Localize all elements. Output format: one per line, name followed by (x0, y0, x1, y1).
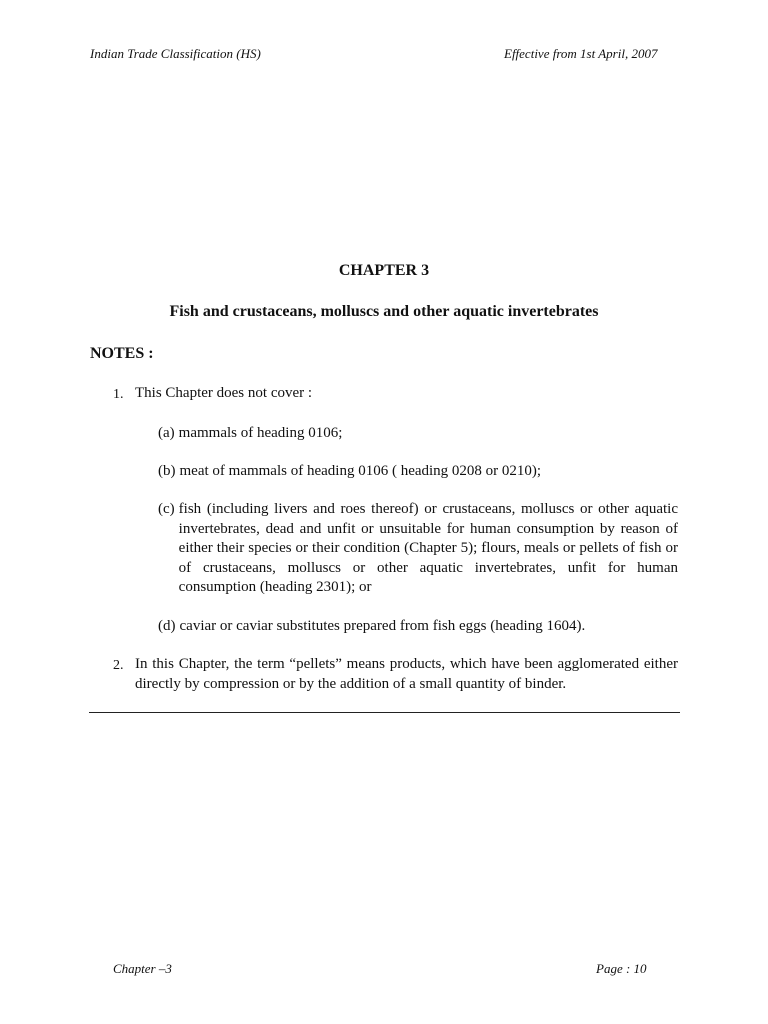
header-document-title: Indian Trade Classification (HS) (90, 46, 261, 61)
item-text: fish (including livers and roes thereof) or crustaceans, molluscs or other aquatic invertebrates, dead and unfit or unsuitable for human consumption by reason of either their species or their condition (Chapter 5); flours, meals or pellets of fish or of crustaceans, molluscs or other aquatic invertebrates, unfit for human consumption (heading 2301); or (178, 501, 678, 595)
item-label: (a) (158, 425, 175, 441)
item-label: (b) (158, 463, 176, 479)
item-label: (c) (158, 501, 175, 517)
note-1-item-d (158, 617, 678, 637)
note-2-text: In this Chapter, the term “pellets” means products, which have been agglomerated either directly by compression or by the addition of a small quantity of binder. (135, 656, 678, 692)
item-text: mammals of heading 0106; (178, 425, 343, 441)
section-divider (89, 712, 680, 713)
chapter-subtitle: Fish and crustaceans, molluscs and other aquatic invertebrates (169, 303, 599, 320)
notes-heading: NOTES : (90, 345, 154, 362)
footer-chapter-label: Chapter –3 (113, 961, 172, 976)
note-1-number: 1. (113, 387, 124, 402)
header-effective-date: Effective from 1st April, 2007 (504, 46, 658, 61)
item-text: caviar or caviar substitutes prepared from fish eggs (heading 1604). (179, 618, 586, 634)
note-1-item-a (158, 424, 678, 444)
chapter-title: CHAPTER 3 (338, 262, 430, 279)
note-1-item-c (158, 500, 678, 598)
note-2-number: 2. (113, 658, 124, 673)
note-1-item-b (158, 462, 678, 482)
item-label: (d) (158, 618, 176, 634)
note-1-text: This Chapter does not cover : (135, 385, 313, 401)
item-text: meat of mammals of heading 0106 ( heading 0208 or 0210); (179, 463, 542, 479)
footer-page-number: Page : 10 (596, 961, 647, 976)
